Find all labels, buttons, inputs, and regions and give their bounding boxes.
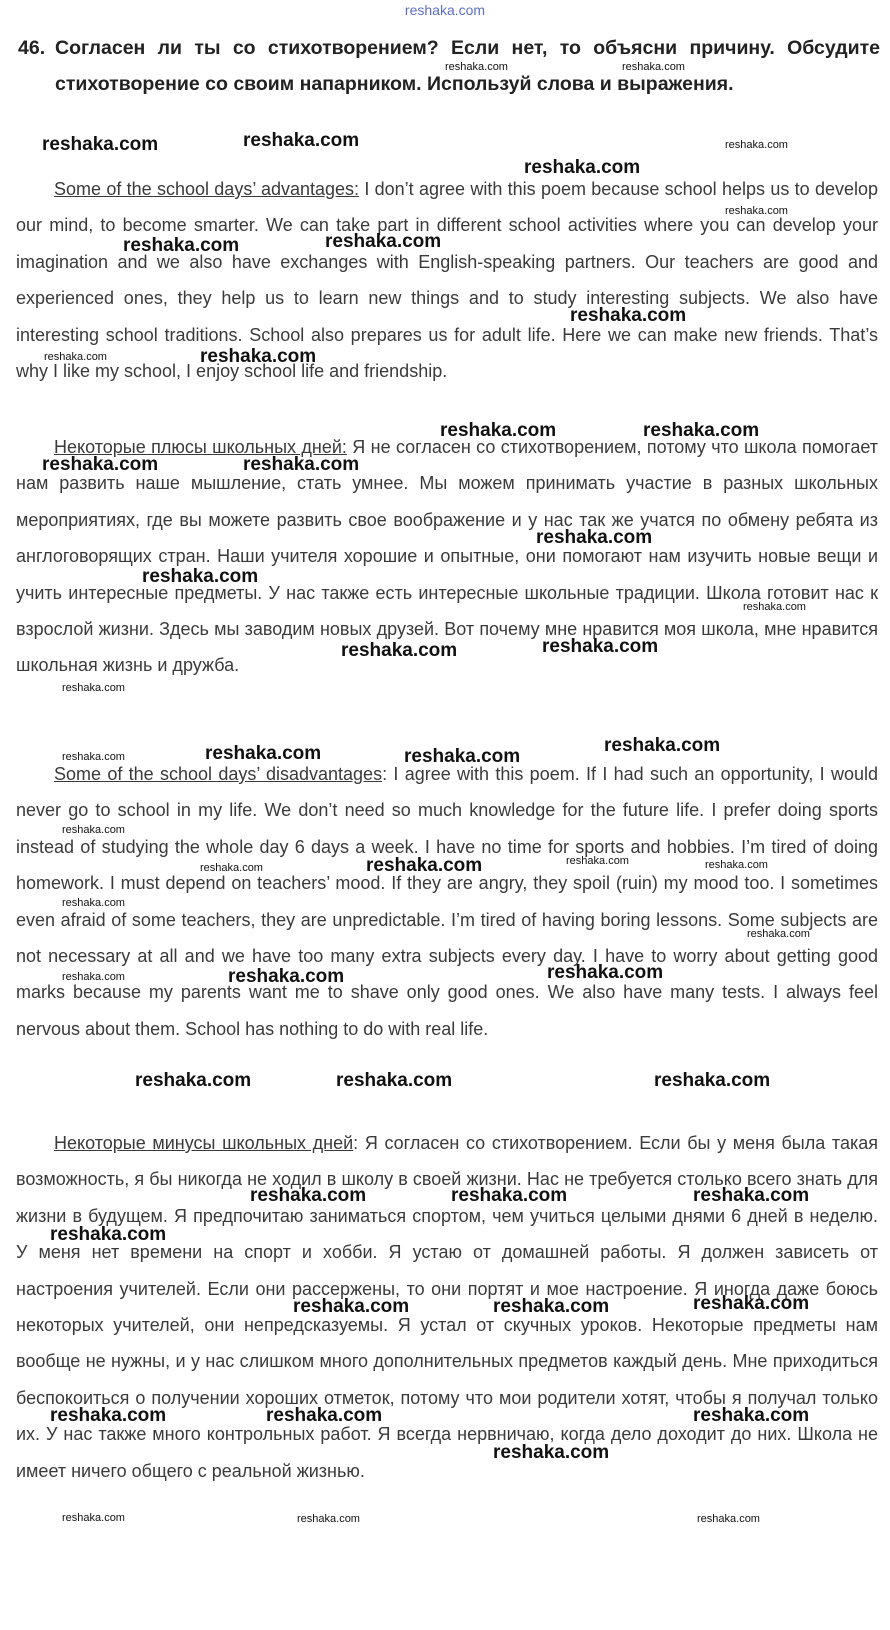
task-text: Согласен ли ты со стихотворением? Если нет, то объясни причину. Обсудите стихотворение со своим напарником. Используй слова и выражения. xyxy=(55,37,880,95)
watermark: reshaka.com xyxy=(524,157,641,178)
paragraph-heading: Some of the school days’ advantages: xyxy=(54,179,360,199)
paragraph-advantages-en xyxy=(16,171,878,389)
watermark: reshaka.com xyxy=(336,1070,453,1091)
watermark: reshaka.com xyxy=(643,420,760,441)
task-number: 46. xyxy=(18,37,46,59)
watermark: reshaka.com xyxy=(266,1405,383,1426)
watermark: reshaka.com xyxy=(697,1513,760,1525)
watermark: reshaka.com xyxy=(135,1070,252,1091)
watermark: reshaka.com xyxy=(293,1296,410,1317)
watermark: reshaka.com xyxy=(243,454,360,475)
watermark: reshaka.com xyxy=(622,61,685,73)
watermark: reshaka.com xyxy=(62,971,125,983)
watermark: reshaka.com xyxy=(50,1224,167,1245)
watermark: reshaka.com xyxy=(62,897,125,909)
watermark: reshaka.com xyxy=(42,134,159,155)
watermark: reshaka.com xyxy=(654,1070,771,1091)
watermark: reshaka.com xyxy=(493,1296,610,1317)
watermark: reshaka.com xyxy=(693,1185,810,1206)
watermark: reshaka.com xyxy=(493,1442,610,1463)
watermark: reshaka.com xyxy=(325,231,442,252)
watermark: reshaka.com xyxy=(725,205,788,217)
watermark: reshaka.com xyxy=(451,1185,568,1206)
watermark: reshaka.com xyxy=(243,130,360,151)
watermark: reshaka.com xyxy=(440,420,557,441)
watermark: reshaka.com xyxy=(341,640,458,661)
watermark: reshaka.com xyxy=(547,962,664,983)
paragraph-heading: Некоторые плюсы школьных дней: xyxy=(54,437,347,457)
watermark: reshaka.com xyxy=(536,527,653,548)
watermark: reshaka.com xyxy=(50,1405,167,1426)
paragraph-heading: Некоторые минусы школьных дней xyxy=(54,1133,354,1153)
watermark: reshaka.com xyxy=(693,1405,810,1426)
watermark: reshaka.com xyxy=(542,636,659,657)
watermark: reshaka.com xyxy=(62,682,125,694)
paragraph-heading: Some of the school days’ disadvantages xyxy=(54,764,383,784)
watermark: reshaka.com xyxy=(366,855,483,876)
watermark: reshaka.com xyxy=(62,751,125,763)
watermark: reshaka.com xyxy=(62,824,125,836)
watermark: reshaka.com xyxy=(743,601,806,613)
watermark: reshaka.com xyxy=(44,351,107,363)
paragraph-body: : I agree with this poem. If I had such an opportunity, I would never go to school in my life. We don’t need so much knowledge for the future life. I prefer doing sports instead of studying the whole day 6 days a week. I have no time for sports and hobbies. I’m tired of doing homework. I must depend on teachers’ mood. If they are angry, they spoil (ruin) my mood too. I sometimes even afraid of some teachers, they are unpredictable. I’m tired of having boring lessons. Some subjects are not necessary at all and we have too many extra subjects every day. I have to worry about getting good marks because my parents want me to shave only good ones. We also have many tests. I always feel nervous about them. School has nothing to do with real life. xyxy=(16,764,879,1039)
watermark: reshaka.com xyxy=(604,735,721,756)
watermark: reshaka.com xyxy=(404,746,521,767)
watermark: reshaka.com xyxy=(445,61,508,73)
watermark: reshaka.com xyxy=(142,566,259,587)
paragraph-disadvantages-en xyxy=(16,756,878,1047)
paragraph-body: I don’t agree with this poem because school helps us to develop our mind, to become smarter. We can take part in different school activities where you can develop your imagination and we also have exchanges with English-speaking partners. Our teachers are good and experienced ones, they help us to learn new things and to study interesting subjects. We also have interesting school traditions. School also prepares us for adult life. Here we can make new friends. That’s why I like my school, I enjoy school life and friendship. xyxy=(16,179,878,382)
watermark: reshaka.com xyxy=(747,928,810,940)
watermark: reshaka.com xyxy=(250,1185,367,1206)
watermark: reshaka.com xyxy=(42,454,159,475)
watermark: reshaka.com xyxy=(200,346,317,367)
watermark: reshaka.com xyxy=(123,235,240,256)
watermark: reshaka.com xyxy=(566,855,629,867)
watermark: reshaka.com xyxy=(205,743,322,764)
watermark: reshaka.com xyxy=(228,966,345,987)
watermark: reshaka.com xyxy=(725,139,788,151)
watermark: reshaka.com xyxy=(200,862,263,874)
watermark: reshaka.com xyxy=(297,1513,360,1525)
watermark: reshaka.com xyxy=(570,305,687,326)
site-header[interactable]: reshaka.com xyxy=(404,2,486,18)
paragraph-body: : Я согласен со стихотворением. Если бы у меня была такая возможность, я бы никогда не ходил в школу в своей жизни. Нас не требуется столько всего знать для жизни в будущем. Я предпочитаю заниматься спортом, чем учиться целыми днями 6 дней в неделю. У меня нет времени на спорт и хобби. Я устаю от домашней работы. Я должен зависеть от настроения учителей. Если они рассержены, то они портят и мое настроение. Я иногда даже боюсь некоторых учителей, они непредсказуемы. Я устал от скучных уроков. Некоторые предметы нам вообще не нужны, и у нас слишком много дополнительных предметов каждый день. Мне приходиться беспокоиться о получении хороших отметок, потому что мои родители хотят, чтобы я получал только их. У нас также много контрольных работ. Я всегда нервничаю, когда дело доходит до них. Школа не имеет ничего общего с реальной жизнью. xyxy=(16,1133,878,1481)
paragraph-body: Я не согласен со стихотворением, потому что школа помогает нам развить наше мышление, стать умнее. Мы можем принимать участие в разных школьных мероприятиях, где вы можете развить свое воображение и у нас так же учатся по обмену ребята из англоговорящих стран. Наши учителя хорошие и опытные, они помогают нам изучить новые вещи и учить интересные предметы. У нас также есть интересные школьные традиции. Школа готовит нас к взрослой жизни. Здесь мы заводим новых друзей. Вот почему мне нравится моя школа, мне нравится школьная жизнь и дружба. xyxy=(16,437,878,676)
watermark: reshaka.com xyxy=(62,1512,125,1524)
watermark: reshaka.com xyxy=(693,1293,810,1314)
watermark: reshaka.com xyxy=(705,859,768,871)
